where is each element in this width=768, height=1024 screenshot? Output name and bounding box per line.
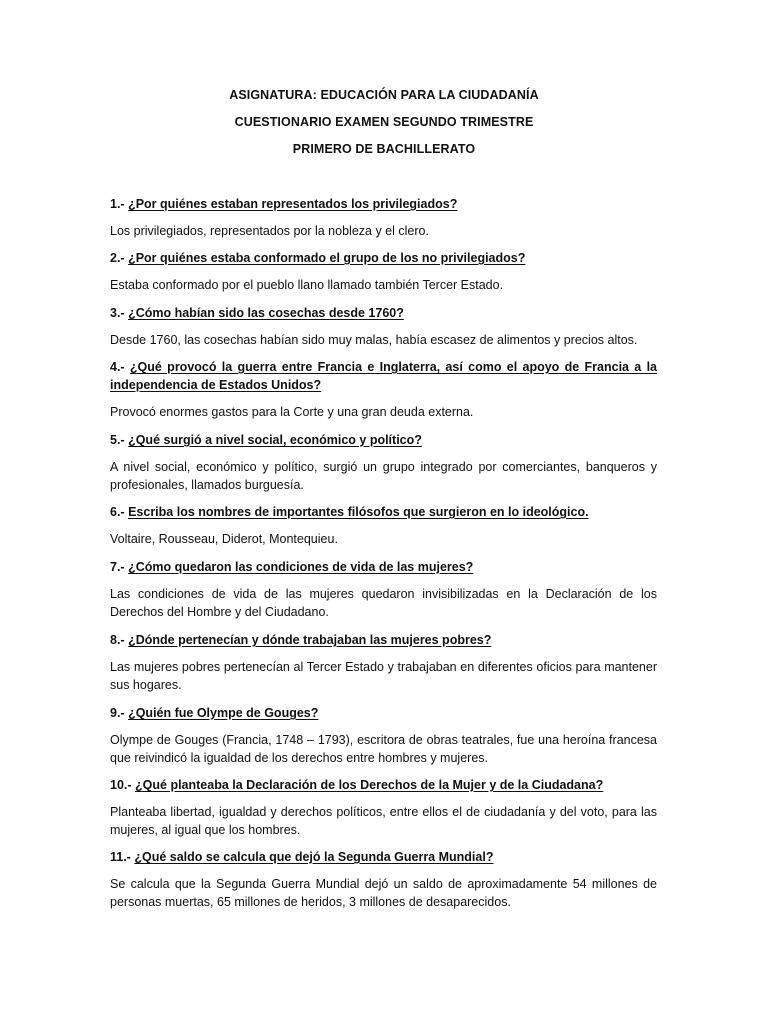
question-10 xyxy=(110,776,657,794)
question-text: ¿Dónde pertenecían y dónde trabajaban las mujeres pobres? xyxy=(128,633,492,647)
question-5 xyxy=(110,431,657,449)
qa-item-10 xyxy=(110,776,657,839)
question-number: 9.- xyxy=(110,706,125,720)
question-7 xyxy=(110,558,657,576)
question-4 xyxy=(110,358,657,394)
qa-item-1 xyxy=(110,195,657,240)
qa-item-8 xyxy=(110,631,657,694)
question-text: ¿Qué saldo se calcula que dejó la Segunda Guerra Mundial? xyxy=(134,850,494,864)
exam-title: CUESTIONARIO EXAMEN SEGUNDO TRIMESTRE xyxy=(234,115,534,129)
question-text: ¿Por quiénes estaban representados los privilegiados? xyxy=(128,197,458,211)
question-11 xyxy=(110,848,657,866)
qa-item-6 xyxy=(110,503,657,548)
question-6 xyxy=(110,503,657,521)
qa-item-9 xyxy=(110,704,657,767)
answer-7: Las condiciones de vida de las mujeres quedaron invisibilizadas en la Declaración de los Derechos del Hombre y del Ciudadano. xyxy=(110,587,657,619)
answer-6: Voltaire, Rousseau, Diderot, Montequieu. xyxy=(110,532,338,546)
answer-5: A nivel social, económico y político, surgió un grupo integrado por comerciantes, banqueros y profesionales, llamados burguesía. xyxy=(110,460,657,492)
qa-item-5 xyxy=(110,431,657,494)
question-text: Escriba los nombres de importantes filósofos que surgieron en lo ideológico. xyxy=(128,505,589,519)
course-title: PRIMERO DE BACHILLERATO xyxy=(292,142,476,156)
question-number: 7.- xyxy=(110,560,125,574)
answer-10: Planteaba libertad, igualdad y derechos políticos, entre ellos el de ciudadanía y del voto, para las mujeres, al igual que los hombres. xyxy=(110,805,657,837)
answer-3: Desde 1760, las cosechas habían sido muy malas, había escasez de alimentos y precios altos. xyxy=(110,333,638,347)
question-3 xyxy=(110,304,657,322)
question-number: 11.- xyxy=(110,850,131,864)
question-number: 1.- xyxy=(110,197,125,211)
qa-item-2 xyxy=(110,249,657,294)
question-text: ¿Por quiénes estaba conformado el grupo de los no privilegiados? xyxy=(128,251,526,265)
answer-11: Se calcula que la Segunda Guerra Mundial dejó un saldo de aproximadamente 54 millones de personas muertas, 65 millones de heridos, 3 millones de desaparecidos. xyxy=(110,877,657,909)
question-number: 8.- xyxy=(110,633,125,647)
answer-8: Las mujeres pobres pertenecían al Tercer Estado y trabajaban en diferentes oficios para mantener sus hogares. xyxy=(110,660,657,692)
question-number: 3.- xyxy=(110,306,125,320)
question-number: 2.- xyxy=(110,251,125,265)
answer-4: Provocó enormes gastos para la Corte y una gran deuda externa. xyxy=(110,405,474,419)
qa-item-11 xyxy=(110,848,657,911)
answer-9: Olympe de Gouges (Francia, 1748 – 1793), escritora de obras teatrales, fue una heroína francesa que reivindicó la igualdad de los derechos entre hombres y mujeres. xyxy=(110,733,657,765)
answer-2: Estaba conformado por el pueblo llano llamado también Tercer Estado. xyxy=(110,278,504,292)
question-1 xyxy=(110,195,657,213)
question-number: 10.- xyxy=(110,778,132,792)
question-number: 5.- xyxy=(110,433,125,447)
qa-item-7 xyxy=(110,558,657,621)
question-text: ¿Cómo habían sido las cosechas desde 1760? xyxy=(128,306,404,320)
question-text: ¿Qué provocó la guerra entre Francia e Inglaterra, así como el apoyo de Francia a la independencia de Estados Unidos? xyxy=(110,360,657,392)
question-text: ¿Qué planteaba la Declaración de los Derechos de la Mujer y de la Ciudadana? xyxy=(135,778,604,792)
subject-title: ASIGNATURA: EDUCACIÓN PARA LA CIUDADANÍA xyxy=(229,88,539,102)
question-text: ¿Quién fue Olympe de Gouges? xyxy=(128,706,319,720)
question-8 xyxy=(110,631,657,649)
answer-1: Los privilegiados, representados por la nobleza y el clero. xyxy=(110,224,429,238)
question-text: ¿Cómo quedaron las condiciones de vida de las mujeres? xyxy=(128,560,474,574)
question-text: ¿Qué surgió a nivel social, económico y político? xyxy=(128,433,422,447)
qa-item-4 xyxy=(110,358,657,421)
question-9 xyxy=(110,704,657,722)
question-2 xyxy=(110,249,657,267)
question-number: 6.- xyxy=(110,505,125,519)
question-number: 4.- xyxy=(110,360,125,374)
qa-item-3 xyxy=(110,304,657,349)
